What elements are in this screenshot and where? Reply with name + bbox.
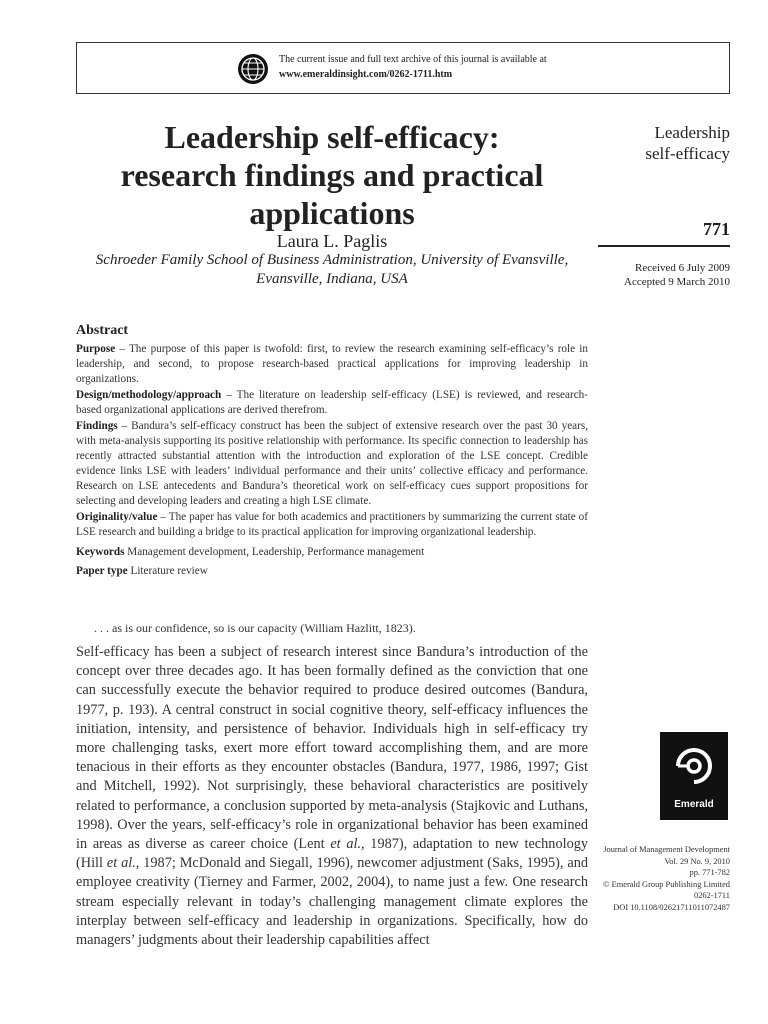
body-text-run: , 1987), adaptation to new technology (Hill: [76, 836, 589, 872]
body-italic-run: et al.: [106, 855, 136, 872]
title-line: research findings and practical: [120, 157, 544, 193]
availability-notice: [279, 52, 547, 82]
received-date: Received 6 July 2009: [634, 262, 730, 274]
abstract-heading: Abstract: [76, 323, 129, 338]
emerald-logo-text: Emerald: [674, 799, 714, 810]
body-italic-run: et al.: [330, 836, 362, 853]
globe-icon: [237, 53, 269, 85]
affiliation-line: Schroeder Family School of Business Administration, University of Evansville,: [95, 252, 569, 268]
originality-text: – The paper has value for both academics and practitioners by summarizing the current state of LSE research and building a bridge to its practical application for improving organizational leadership.: [76, 511, 588, 538]
paper-type-label: Paper type: [76, 565, 128, 577]
emerald-e-icon: [670, 740, 718, 796]
abstract-findings: [76, 419, 588, 509]
abstract-originality: [76, 510, 588, 540]
journal-copyright: © Emerald Group Publishing Limited: [603, 879, 730, 889]
title-line: Leadership self-efficacy:: [164, 119, 500, 155]
body-text-run: , 1987; McDonald and Siegall, 1996), newcomer adjustment (Saks, 1995), and employee creativity (Tierney and Farmer, 2002, 2004), to name just a few. One research stream especially relevant in today’s challenging management climate explores the interplay between self-efficacy and leadership in organizations. Specifically, how do managers’ judgments about their leadership capabilities affect: [76, 855, 588, 949]
journal-volume: Vol. 29 No. 9, 2010: [664, 856, 730, 866]
accepted-date: Accepted 9 March 2010: [624, 276, 730, 288]
availability-notice-box: [76, 42, 730, 94]
keywords: [76, 545, 588, 560]
author-name: Laura L. Paglis: [276, 231, 388, 251]
journal-name: Journal of Management Development: [603, 845, 730, 854]
title-line: applications: [249, 195, 415, 231]
margin-divider: [598, 245, 730, 247]
abstract-section: [76, 322, 588, 579]
body-text-run: Self-efficacy has been a subject of research interest since Bandura’s introduction of the concept over three decades ago. It has been formally defined as the conviction that one can successfully execute the behavior required to produce desired outcomes (Bandura, 1977, p. 193). A central construct in social cognitive theory, self-efficacy influences the initiation, intensity, and persistence of behavior. Individuals high in self-efficacy try more challenging tasks, exert more effort toward accomplishing them, and are more tenacious in their efforts as they encounter obstacles (Bandura, 1977, 1986, 1997; Gist and Mitchell, 1992). Not surprisingly, these behavioral characteristics are positively related to performance, a conclusion supported by meta-analysis (Stajkovic and Luthans, 1998). Over the years, self-efficacy’s role in organizational behavior has been examined in areas as diverse as career choice (Lent: [76, 644, 588, 853]
keywords-text: Management development, Leadership, Performance management: [124, 546, 425, 558]
article-dates: [624, 261, 730, 289]
journal-citation: [603, 844, 730, 914]
purpose-label: Purpose: [76, 343, 116, 355]
journal-url-link[interactable]: www.emeraldinsight.com/0262-1711.htm: [279, 69, 453, 80]
running-head-line: Leadership: [654, 123, 730, 142]
running-head-line: self-efficacy: [645, 144, 730, 163]
paper-type: [76, 564, 588, 579]
affiliation-line: Evansville, Indiana, USA: [256, 271, 408, 287]
keywords-label: Keywords: [76, 546, 125, 558]
notice-text: The current issue and full text archive of this journal is available at: [279, 54, 547, 65]
running-head: [645, 122, 730, 164]
body-paragraph: [76, 643, 588, 950]
design-text: – The literature on leadership self-efficacy (LSE) is reviewed, and research-based organizational applications are derived therefrom.: [76, 389, 588, 416]
journal-doi: DOI 10.1108/02621711011072487: [613, 902, 730, 912]
epigraph-quote: . . . as is our confidence, so is our capacity (William Hazlitt, 1823).: [94, 621, 416, 635]
abstract-purpose: [76, 342, 588, 387]
page-number: 771: [703, 219, 730, 239]
originality-label: Originality/value: [76, 511, 158, 523]
journal-issn: 0262-1711: [694, 891, 730, 901]
abstract-design: [76, 388, 588, 418]
purpose-text: – The purpose of this paper is twofold: first, to review the research examining self-efficacy’s role in leadership, and second, to propose research-based practical applications for improving leadership in organizations.: [76, 343, 588, 385]
design-label: Design/methodology/approach: [76, 389, 222, 401]
findings-text: – Bandura’s self-efficacy construct has been the subject of extensive research over the past 30 years, with meta-analysis supporting its positive relationship with performance. Its specific connection to leadership has recently attracted substantial attention with the introduction and exploration of the LSE concept. Credible evidence links LSE with leaders’ individual performance and their units’ collective efficacy and performance. Research on LSE antecedents and Bandura’s theoretical work on self-efficacy cues support propositions for selecting and developing leaders and creating a high LSE climate.: [76, 420, 588, 507]
findings-label: Findings: [76, 420, 118, 432]
article-title: [76, 118, 588, 232]
author-affiliation: [76, 251, 588, 289]
journal-pages: pp. 771-782: [689, 868, 730, 878]
emerald-logo: [660, 732, 728, 820]
paper-type-text: Literature review: [127, 565, 208, 577]
